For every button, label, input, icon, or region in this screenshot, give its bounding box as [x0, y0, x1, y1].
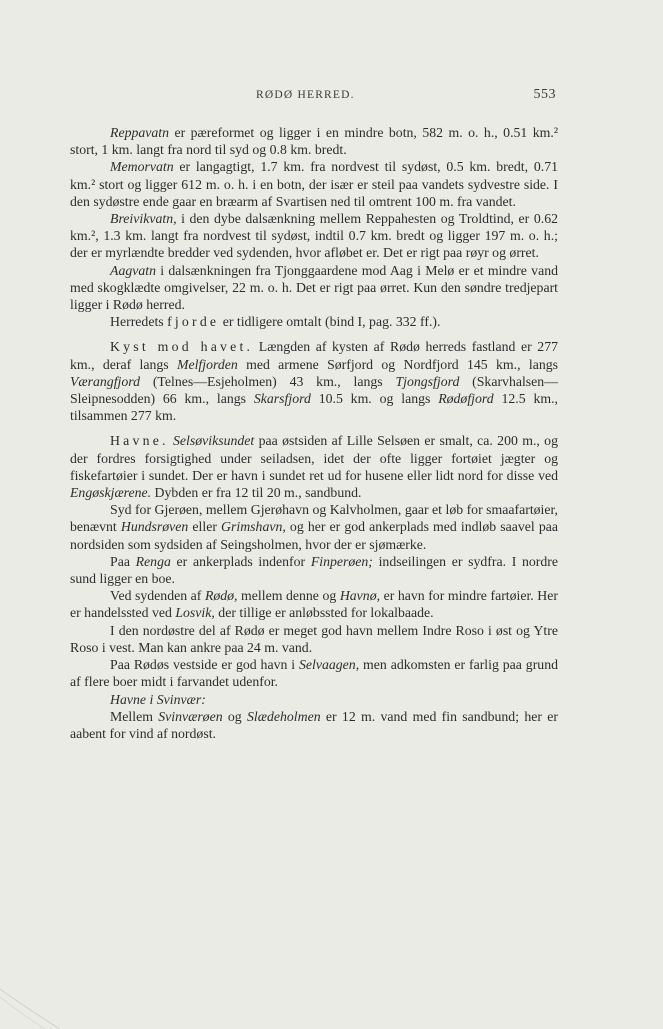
body-text [70, 124, 558, 742]
paragraph-svinvaer-heading [70, 691, 558, 708]
text-run: i dalsænkningen fra Tjonggaardene mod Aag i Melø er et mindre vand med skogklædte omgivelser, 22 m. o. h. Det er rigt paa ørret. Kun den søndre tredjepart ligger i Rødø herred. [70, 262, 558, 313]
text-run: og [222, 708, 248, 724]
paragraph-breivikvatn [70, 210, 558, 262]
paragraph-kyst [70, 338, 558, 424]
paragraph-selvaagen [70, 656, 558, 690]
text-run: Paa [110, 553, 136, 569]
text-run: Mellem [110, 708, 159, 724]
italic-term: Hundsrøven [120, 519, 189, 535]
text-run: mellem denne og [237, 588, 340, 604]
text-run: er ankerplads indenfor [170, 553, 311, 569]
italic-term: Losvik, [175, 605, 215, 621]
text-run: indseilingen er sydfra. I nordre sund ligger en boe. [70, 553, 558, 587]
text-run: i den dybe dalsænkning mellem Reppahesten og Troldtind, er 0.62 km.², 1.3 km. langt fra nordvest til sydøst, indtil 0.7 km. bredt og ligger 197 m. o. h.; der er myrlændte bredder ved sydenden, hvor afløbet er. Det er rigt paa røyr og ørret. [70, 211, 558, 261]
paragraph-renga [70, 553, 558, 587]
text-run: er tidligere omtalt (bind I, pag. 332 ff.). [219, 314, 441, 330]
text-run: og her er god ankerplads med indløb saavel paa nordsiden som sydsiden af Seingsholmen, hvor der er sjømærke. [70, 519, 558, 552]
italic-term: Tjongsfjord [395, 373, 460, 389]
text-run: I den nordøstre del af Rødø er meget god havn mellem Indre Roso i øst og Ytre Roso i vest. Man kan ankre paa 24 m. vand. [70, 622, 558, 655]
text-run: eller [188, 519, 222, 535]
italic-term: Finperøen; [310, 553, 373, 569]
text-run: Herredets [110, 314, 168, 330]
italic-term: Breivikvatn, [110, 211, 177, 227]
italic-term: Grimshavn, [221, 519, 286, 535]
italic-term: Rødøfjord [438, 391, 494, 407]
page-header [70, 89, 558, 109]
italic-term: Selsøviksundet [173, 433, 255, 449]
paragraph-rodo [70, 587, 558, 621]
page-corner-crease [0, 969, 70, 1029]
text-run: Dybden er fra 12 til 20 m., sandbund. [151, 485, 362, 501]
text-run: er pæreformet og ligger i en mindre botn, 582 m. o. h., 0.51 km.² stort, 1 km. langt fra nord til syd og 0.8 km. bredt. [70, 125, 558, 158]
text-run: Paa Rødøs vestside er god havn i [110, 657, 299, 673]
text-run: Syd for Gjerøen, mellem Gjerøhavn og Kalvholmen, gaar et løb for smaafartøier, benævnt [70, 502, 558, 535]
text-run: er havn for mindre fartøier. Her er handelssted ved [70, 588, 558, 621]
paragraph-memorvatn [70, 158, 558, 210]
text-run: 12.5 km., tilsammen 277 km. [70, 391, 559, 424]
text-run: med armene Sørfjord og Nordfjord 145 km., langs [237, 356, 559, 372]
paragraph-roso [70, 622, 558, 656]
italic-term: Aagvatn [110, 262, 156, 278]
italic-term: Memorvatn [110, 159, 174, 175]
italic-term: Rødø, [204, 588, 238, 604]
paragraph-reppavatn [70, 124, 558, 158]
text-run: (Telnes—Esjeholmen) 43 km., langs [140, 373, 396, 389]
text-run: er langagtigt, 1.7 km. fra nordvest til sydøst, 0.5 km. bredt, 0.71 km.² stort og ligger 612 m. o. h. i en botn, der især er steil paa vandets sydvestre side. I den sydøstre ende gaar en bræarm af Svartisen ned til omtrent 100 m. fra vandet. [70, 159, 558, 209]
text-run: er 12 m. vand med fin sandbund; her er aabent for vind af nordøst. [70, 708, 558, 741]
paragraph-fjorde [70, 313, 558, 330]
page-number: 553 [533, 87, 556, 102]
text-run: (Skarvhalsen—Sleipnesodden) 66 km., langs [70, 373, 558, 407]
text-run: Ved sydenden af [110, 588, 205, 604]
italic-term: Renga [135, 553, 171, 569]
italic-term: Havnø, [339, 588, 381, 604]
spaced-heading: fjorde [167, 314, 220, 330]
italic-term: Skarsfjord [253, 391, 311, 407]
text-run: paa østsiden af Lille Selsøen er smalt, ca. 200 m., og der fordres forsigtighed under seiladsen, idet der ofte ligger fortøiet jægter og fiskefartøier i sundet. Der er havn i sundet ret ud for husene eller lidt nord for disse ved [70, 433, 558, 483]
spaced-heading: Havne. [110, 433, 169, 449]
text-run: Længden af kysten af Rødø herreds fastland er 277 km., deraf langs [70, 339, 558, 372]
italic-term: Værangfjord [70, 373, 141, 389]
italic-term: Svinværøen [158, 708, 223, 724]
italic-term: Havne i Svinvær: [110, 691, 206, 707]
running-title: RØDØ HERRED. [256, 89, 355, 101]
italic-term: Reppavatn [110, 125, 170, 140]
paragraph-gjeroen [70, 501, 558, 553]
spaced-heading: Kyst mod havet. [110, 339, 254, 355]
paragraph-havne [70, 432, 558, 501]
text-run: 10.5 km. og langs [310, 391, 439, 407]
italic-term: Engøskjærene. [70, 485, 152, 501]
italic-term: Melfjorden [176, 356, 238, 372]
italic-term: Slædeholmen [247, 708, 321, 724]
italic-term: Selvaagen, [299, 657, 360, 673]
text-run: der tillige er anløbssted for lokalbaade. [214, 605, 434, 621]
paragraph-svinvaer [70, 708, 558, 742]
paragraph-aagvatn [70, 262, 558, 314]
text-run: men adkomsten er farlig paa grund af flere boer midt i farvandet udenfor. [70, 657, 558, 690]
